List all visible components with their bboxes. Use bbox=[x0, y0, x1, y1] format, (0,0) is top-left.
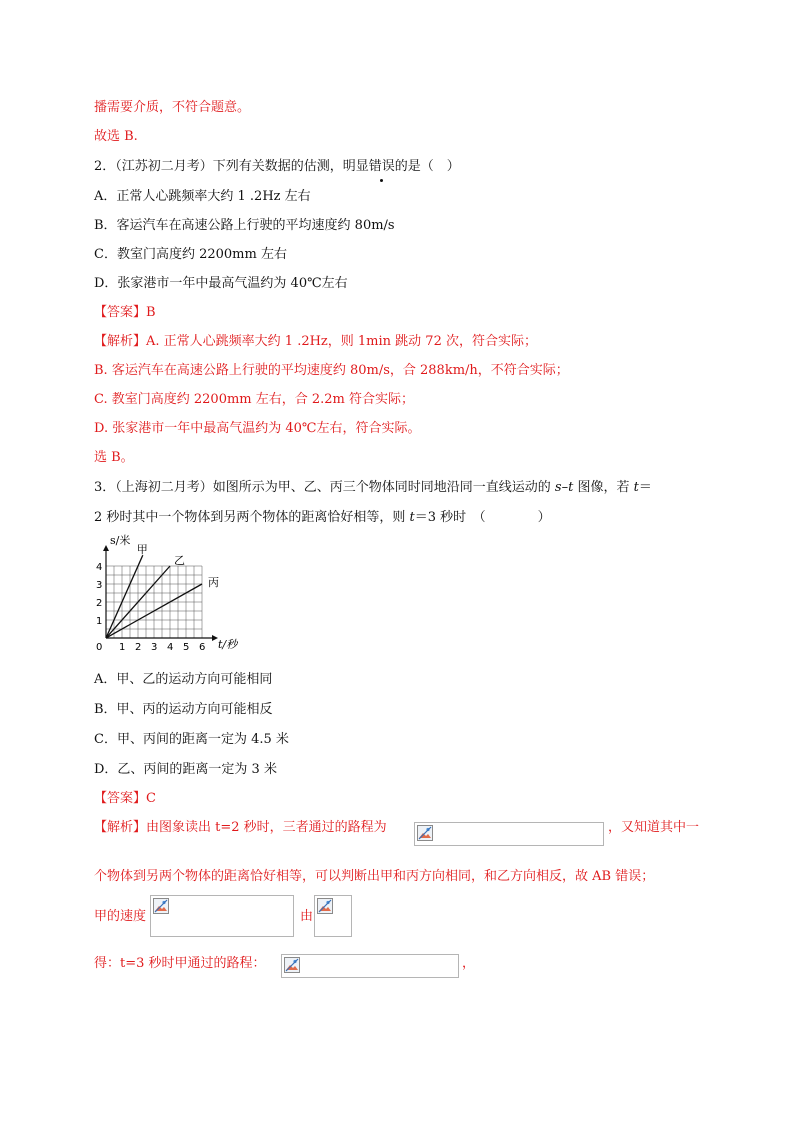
formula-image-2 bbox=[150, 895, 294, 937]
x-tick-label: 4 bbox=[167, 642, 174, 653]
st-graph bbox=[94, 534, 254, 654]
q3-answer: 【答案】C bbox=[94, 791, 156, 806]
x-tick-label: 1 bbox=[119, 642, 126, 653]
q2-option-d: D．张家港市一年中最高气温约为 40℃左右 bbox=[94, 276, 348, 291]
q2-analysis-d: D. 张家港市一年中最高气温约为 40℃左右，符合实际。 bbox=[94, 421, 421, 436]
broken-image-icon bbox=[417, 825, 433, 841]
series-label: 乙 bbox=[174, 554, 185, 567]
y-axis-label: s/米 bbox=[110, 534, 131, 547]
continuation-text: 播需要介质，不符合题意。 bbox=[94, 100, 251, 115]
q2-option-a: A．正常人心跳频率大约 1 .2Hz 左右 bbox=[94, 189, 311, 204]
x-tick-label: 2 bbox=[135, 642, 142, 653]
q2-option-c: C．教室门高度约 2200mm 左右 bbox=[94, 247, 287, 262]
x-tick-label: 3 bbox=[151, 642, 158, 653]
y-tick-label: 4 bbox=[96, 562, 103, 573]
x-axis-label: t/秒 bbox=[218, 638, 238, 651]
formula-image-1 bbox=[414, 822, 604, 846]
q3-option-d: D．乙、丙间的距离一定为 3 米 bbox=[94, 762, 277, 777]
y-tick-label: 2 bbox=[96, 598, 103, 609]
series-label: 丙 bbox=[208, 576, 219, 589]
broken-image-icon bbox=[284, 957, 300, 973]
broken-image-icon bbox=[317, 898, 333, 914]
emphasis-word: 错误 bbox=[369, 157, 395, 177]
q3-stem-line2: 2 秒时其中一个物体到另两个物体的距离恰好相等，则 t＝3 秒时 （ ） bbox=[94, 510, 551, 525]
formula-image-4 bbox=[281, 954, 459, 978]
y-tick-label: 1 bbox=[96, 616, 103, 627]
q3-analysis-line2: 个物体到另两个物体的距离恰好相等，可以判断出甲和丙方向相同，和乙方向相反，故 AB 错误； bbox=[94, 869, 655, 884]
x-tick-label: 5 bbox=[183, 642, 190, 653]
series-label: 甲 bbox=[136, 543, 148, 557]
q3-analysis-line4b: ， bbox=[462, 956, 476, 971]
q3-analysis-line1b: ，又知道其中一 bbox=[608, 820, 700, 835]
q2-analysis-c: C. 教室门高度约 2200mm 左右，合 2.2m 符合实际； bbox=[94, 392, 415, 407]
q3-option-b: B．甲、丙的运动方向可能相反 bbox=[94, 702, 273, 717]
q3-stem-line1: 3．（上海初二月考）如图所示为甲、乙、丙三个物体同时同地沿同一直线运动的 s–t 图像，若 t＝ bbox=[94, 480, 652, 495]
series-line bbox=[106, 555, 143, 638]
y-axis-arrow bbox=[103, 545, 109, 551]
q2-answer: 【答案】B bbox=[94, 305, 156, 320]
q3-analysis-line3b: 由 bbox=[300, 909, 314, 924]
q2-analysis-a: 【解析】A. 正常人心跳频率大约 1 .2Hz，则 1min 跳动 72 次，符合实际； bbox=[94, 334, 537, 349]
q3-option-c: C．甲、丙间的距离一定为 4.5 米 bbox=[94, 732, 289, 747]
x-tick-label: 0 bbox=[96, 642, 103, 653]
q3-analysis-line3a: 甲的速度 bbox=[94, 909, 147, 924]
q3-analysis-line1a: 【解析】由图象读出 t=2 秒时，三者通过的路程为 bbox=[94, 820, 387, 835]
q2-stem: 2．（江苏初二月考）下列有关数据的估测，明显错误的是（ ） bbox=[94, 157, 460, 177]
broken-image-icon bbox=[153, 898, 169, 914]
y-tick-label: 3 bbox=[96, 580, 103, 591]
q2-analysis-b: B. 客运汽车在高速公路上行驶的平均速度约 80m/s，合 288km/h，不符合实际； bbox=[94, 363, 569, 378]
formula-image-3 bbox=[314, 895, 352, 937]
q2-option-b: B．客运汽车在高速公路上行驶的平均速度约 80m/s bbox=[94, 218, 395, 233]
q2-conclusion: 选 B。 bbox=[94, 450, 134, 465]
q3-option-a: A．甲、乙的运动方向可能相同 bbox=[94, 672, 273, 687]
q3-analysis-line4a: 得：t=3 秒时甲通过的路程： bbox=[94, 956, 266, 971]
conclusion-text: 故选 B. bbox=[94, 129, 138, 144]
x-tick-label: 6 bbox=[199, 642, 206, 653]
